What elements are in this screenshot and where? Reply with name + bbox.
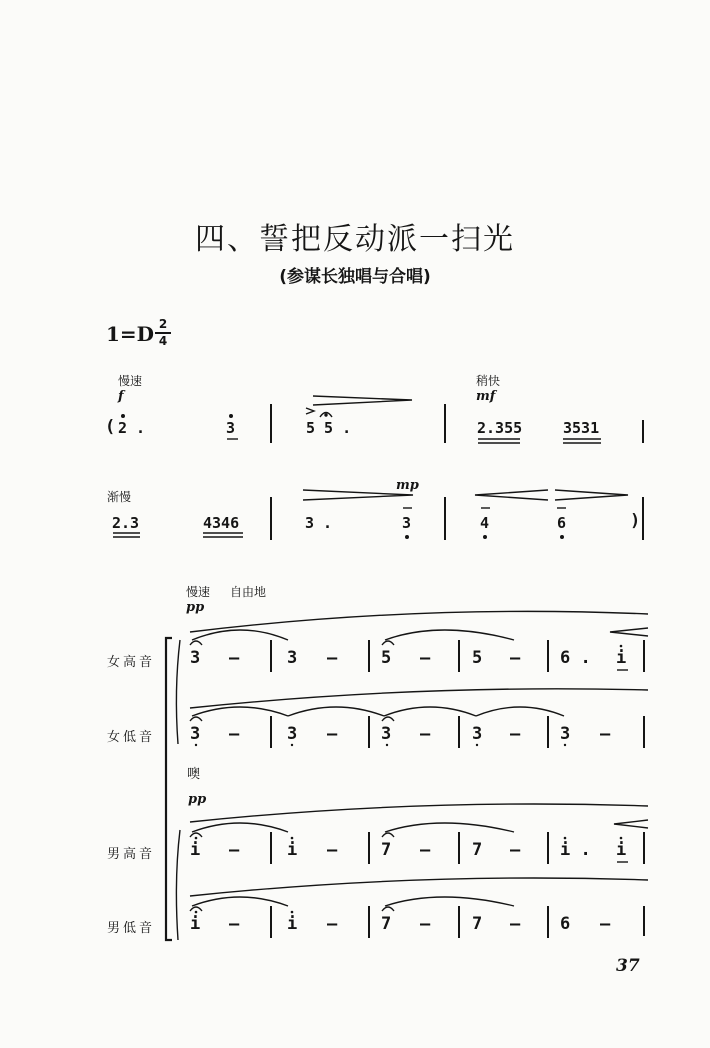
tempo-marking-slow: 慢速 [186,585,211,599]
page-subtitle: (参谋长独唱与合唱) [279,267,431,287]
system-bracket [166,638,172,940]
slur [385,823,514,832]
slur [384,707,476,716]
paren-open: ( [105,417,116,437]
note: – [600,914,611,934]
note: 3 [560,724,571,744]
note: i [190,840,201,860]
slur [190,611,648,632]
tempo-marking-ritardando: 渐慢 [107,490,132,504]
tempo-marking-free: 自由地 [230,585,267,599]
fermata-mark [190,907,202,911]
dynamic-mezzo-piano: mp [396,478,419,493]
crescendo-hairpin [610,628,648,636]
note: 4 [480,514,490,532]
note: 2.355 [477,419,523,437]
crescendo-hairpin [614,820,648,828]
time-denominator: 4 [158,334,168,348]
note: – [510,648,521,668]
note: – [510,914,521,934]
slur [192,630,288,640]
slur [190,689,648,708]
dynamic-forte: f [118,389,124,404]
note: 6 . [560,648,591,668]
key-signature: 1=D [106,322,155,346]
note: 4346 [203,514,240,532]
note: i [190,914,201,934]
crescendo-hairpin [475,490,548,500]
decrescendo-hairpin [313,396,412,405]
slur [385,630,514,640]
note: – [327,648,338,668]
fermata-mark [190,717,202,721]
note: 6 [560,914,571,934]
note: – [510,840,521,860]
note: i [287,840,298,860]
dynamic-pianissimo: pp [186,600,205,615]
decrescendo-hairpin [555,490,628,500]
note: – [420,914,431,934]
dynamic-mezzo-forte: mf [476,389,496,404]
note: 7 [472,914,483,934]
fermata-mark [382,907,394,911]
note: – [327,724,338,744]
note: – [229,648,240,668]
note: 3 [190,648,201,668]
slur [385,897,514,906]
note: i [616,648,627,668]
note: 3 [190,724,201,744]
page-number: 37 [616,956,640,976]
note: 3 . [305,514,333,532]
slur [192,707,288,716]
slur [192,897,288,906]
note: 3 [226,419,236,437]
note: 5 [472,648,483,668]
note: – [327,914,338,934]
slur [192,823,288,832]
fermata-mark [190,833,202,837]
note: 3 [287,724,298,744]
paren-close: ) [630,511,641,531]
note: 2 . [118,419,146,437]
voice-label-alto: 女低音 [107,730,156,745]
voice-label-tenor: 男高音 [107,847,156,862]
tempo-marking-faster: 稍快 [476,374,501,388]
accent-mark [306,408,314,414]
note: i [616,840,627,860]
note: 5 5 . [306,419,352,437]
note: 3 [472,724,483,744]
slur [190,878,648,896]
note: 6 [557,514,567,532]
dynamic-pianissimo: pp [188,792,207,807]
time-numerator: 2 [158,317,168,331]
staff-brace-men [176,830,180,940]
decrescendo-hairpin [303,490,413,500]
voice-label-bass: 男低音 [107,921,156,936]
note: 7 [472,840,483,860]
note: 3 [402,514,412,532]
fermata-mark [382,641,394,645]
slur [288,707,384,716]
note: – [229,914,240,934]
voice-label-soprano: 女高音 [107,655,156,670]
note: 3 [287,648,298,668]
note: 7 [381,914,392,934]
note: – [229,724,240,744]
note: 7 [381,840,392,860]
note: – [420,648,431,668]
tempo-marking-slow: 慢速 [118,374,143,388]
note: i . [560,840,591,860]
note: – [600,724,611,744]
lyric-syllable: 噢 [187,767,201,782]
note: 5 [381,648,392,668]
note: – [229,840,240,860]
page-title: 四、誓把反动派一扫光 [195,222,515,257]
staff-brace-women [176,640,180,744]
note: – [327,840,338,860]
note: – [420,724,431,744]
note: 3531 [563,419,600,437]
note: – [420,840,431,860]
slur [476,707,564,716]
note: 2.3 [112,514,140,532]
note: – [510,724,521,744]
note: 3 [381,724,392,744]
fermata-mark [382,717,394,721]
fermata-mark [382,833,394,837]
fermata-mark [190,641,202,645]
slur [190,804,648,822]
note: i [287,914,298,934]
